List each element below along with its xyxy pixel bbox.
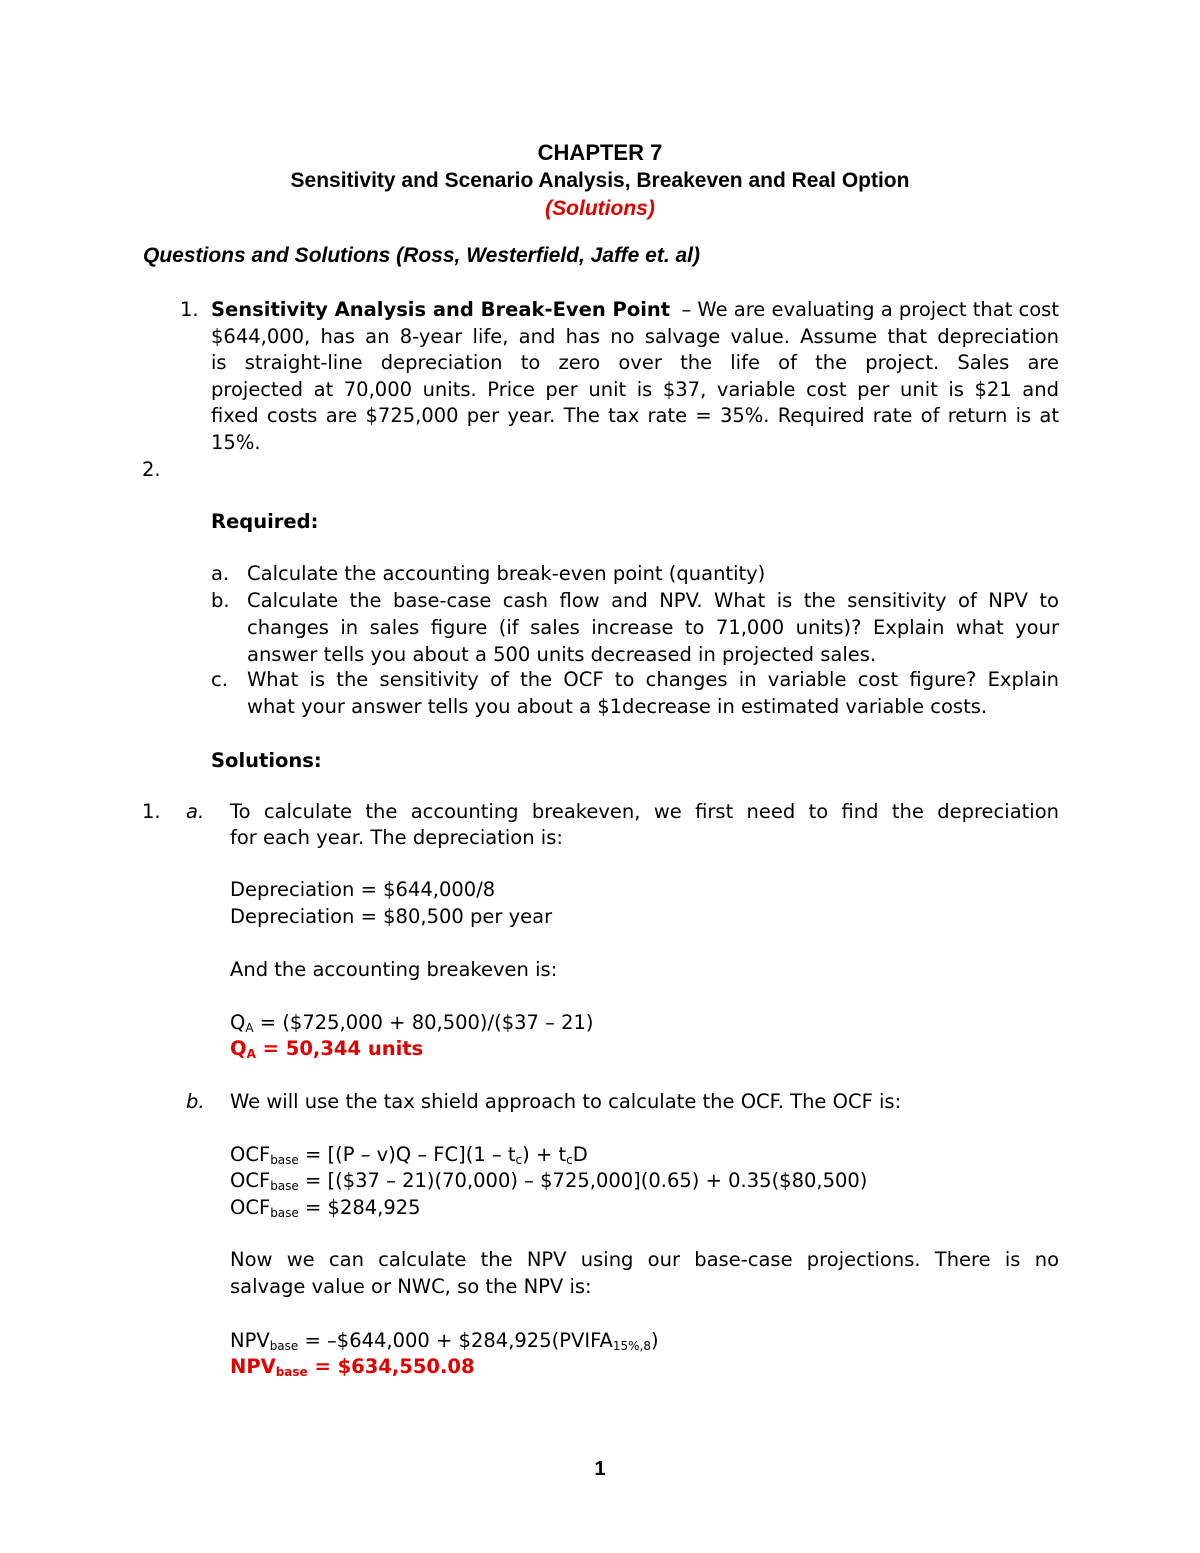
qa-subscript: A — [246, 1047, 256, 1061]
problem-text-line: projected at 70,000 units. Price per unit is $37, variable cost per unit is $21 and — [211, 378, 1059, 401]
problem-number-2: 2. — [142, 458, 161, 481]
ocf-subscript: base — [270, 1206, 299, 1220]
ocf-symbol: OCF — [230, 1143, 271, 1166]
problem-text-line: $644,000, has an 8-year life, and has no salvage value. Assume that depreciation — [211, 325, 1059, 348]
ocf-formula-part: ) + t — [522, 1143, 567, 1166]
qa-result-value: = 50,344 units — [255, 1037, 424, 1060]
solution-text-line: for each year. The depreciation is: — [230, 826, 563, 849]
ocf-symbol: OCF — [230, 1169, 271, 1192]
required-letter: a. — [211, 562, 230, 585]
solution-part-b-letter: b. — [186, 1090, 205, 1113]
page-number: 1 — [594, 1458, 606, 1480]
problem-text-line: is straight-line depreciation to zero over the life of the project. Sales are — [211, 351, 1059, 374]
required-item-line: What is the sensitivity of the OCF to changes in variable cost figure? Explain — [247, 668, 1059, 691]
section-heading: Questions and Solutions (Ross, Westerfield, Jaffe et. al) — [143, 244, 701, 267]
required-item-line: changes in sales figure (if sales increase to 71,000 units)? Explain what your — [247, 616, 1059, 639]
npv-symbol: NPV — [230, 1329, 270, 1352]
problem-text-line: 15%. — [211, 431, 261, 454]
ocf-intro: We will use the tax shield approach to calculate the OCF. The OCF is: — [230, 1090, 902, 1113]
required-item-line: Calculate the base-case cash flow and NPV. What is the sensitivity of NPV to — [247, 589, 1059, 612]
npv-intro-line: Now we can calculate the NPV using our base-case projections. There is no — [230, 1248, 1059, 1271]
required-letter: c. — [211, 668, 228, 691]
problem-text-line: – We are evaluating a project that cost — [681, 298, 1059, 321]
npv-result-value: = $634,550.08 — [307, 1355, 475, 1378]
ocf-symbol: OCF — [230, 1196, 271, 1219]
chapter-title: Sensitivity and Scenario Analysis, Breakeven and Real Option — [290, 169, 910, 192]
npv-subscript: base — [275, 1365, 308, 1379]
chapter-heading: CHAPTER 7 — [537, 140, 663, 165]
depreciation-formula: Depreciation = $644,000/8 — [230, 878, 496, 901]
npv-formula-part: = –$644,000 + $284,925(PVIFA — [298, 1329, 613, 1352]
qa-symbol: Q — [230, 1037, 247, 1060]
problem-title: Sensitivity Analysis and Break-Even Point — [211, 298, 671, 321]
solutions-subtitle: (Solutions) — [545, 197, 655, 220]
ocf-formula-part: D — [572, 1143, 588, 1166]
required-item-line: Calculate the accounting break-even point (quantity) — [247, 562, 766, 585]
ocf-result — [230, 1195, 421, 1226]
ocf-formula-part: = [($37 – 21)(70,000) – $725,000](0.65) + 0.35($80,500) — [298, 1169, 868, 1192]
problem-text-line: fixed costs are $725,000 per year. The tax rate = 35%. Required rate of return is at — [211, 404, 1059, 427]
qa-formula: = ($725,000 + 80,500)/($37 – 21) — [253, 1011, 594, 1034]
npv-symbol: NPV — [230, 1355, 276, 1378]
pvifa-subscript: 15%,8 — [612, 1339, 651, 1353]
required-item-line: answer tells you about a 500 units decreased in projected sales. — [247, 643, 877, 666]
solution-number: 1. — [142, 800, 161, 823]
ocf-result-value: = $284,925 — [298, 1196, 421, 1219]
breakeven-result — [230, 1036, 423, 1067]
problem-first-line — [211, 297, 1059, 323]
solution-text-line: To calculate the accounting breakeven, we first need to find the depreciation — [230, 800, 1059, 823]
tax-subscript: c — [566, 1153, 573, 1167]
ocf-subscript: base — [270, 1153, 299, 1167]
ocf-formula-part: = [(P – v)Q – FC](1 – t — [298, 1143, 516, 1166]
required-heading: Required: — [211, 510, 319, 533]
problem-number: 1. — [180, 298, 199, 321]
depreciation-result: Depreciation = $80,500 per year — [230, 905, 553, 928]
required-letter: b. — [211, 589, 230, 612]
npv-formula-part: ) — [650, 1329, 659, 1352]
npv-subscript: base — [269, 1339, 299, 1353]
solution-part-a-letter: a. — [186, 800, 205, 823]
npv-result — [230, 1354, 475, 1385]
qa-symbol: Q — [230, 1011, 246, 1034]
ocf-subscript: base — [270, 1179, 299, 1193]
solutions-heading: Solutions: — [211, 749, 322, 772]
required-item-line: what your answer tells you about a $1decrease in estimated variable costs. — [247, 695, 988, 718]
breakeven-intro: And the accounting breakeven is: — [230, 958, 558, 981]
npv-intro-line: salvage value or NWC, so the NPV is: — [230, 1275, 592, 1298]
tax-subscript: c — [515, 1153, 523, 1167]
qa-subscript: A — [245, 1021, 254, 1035]
